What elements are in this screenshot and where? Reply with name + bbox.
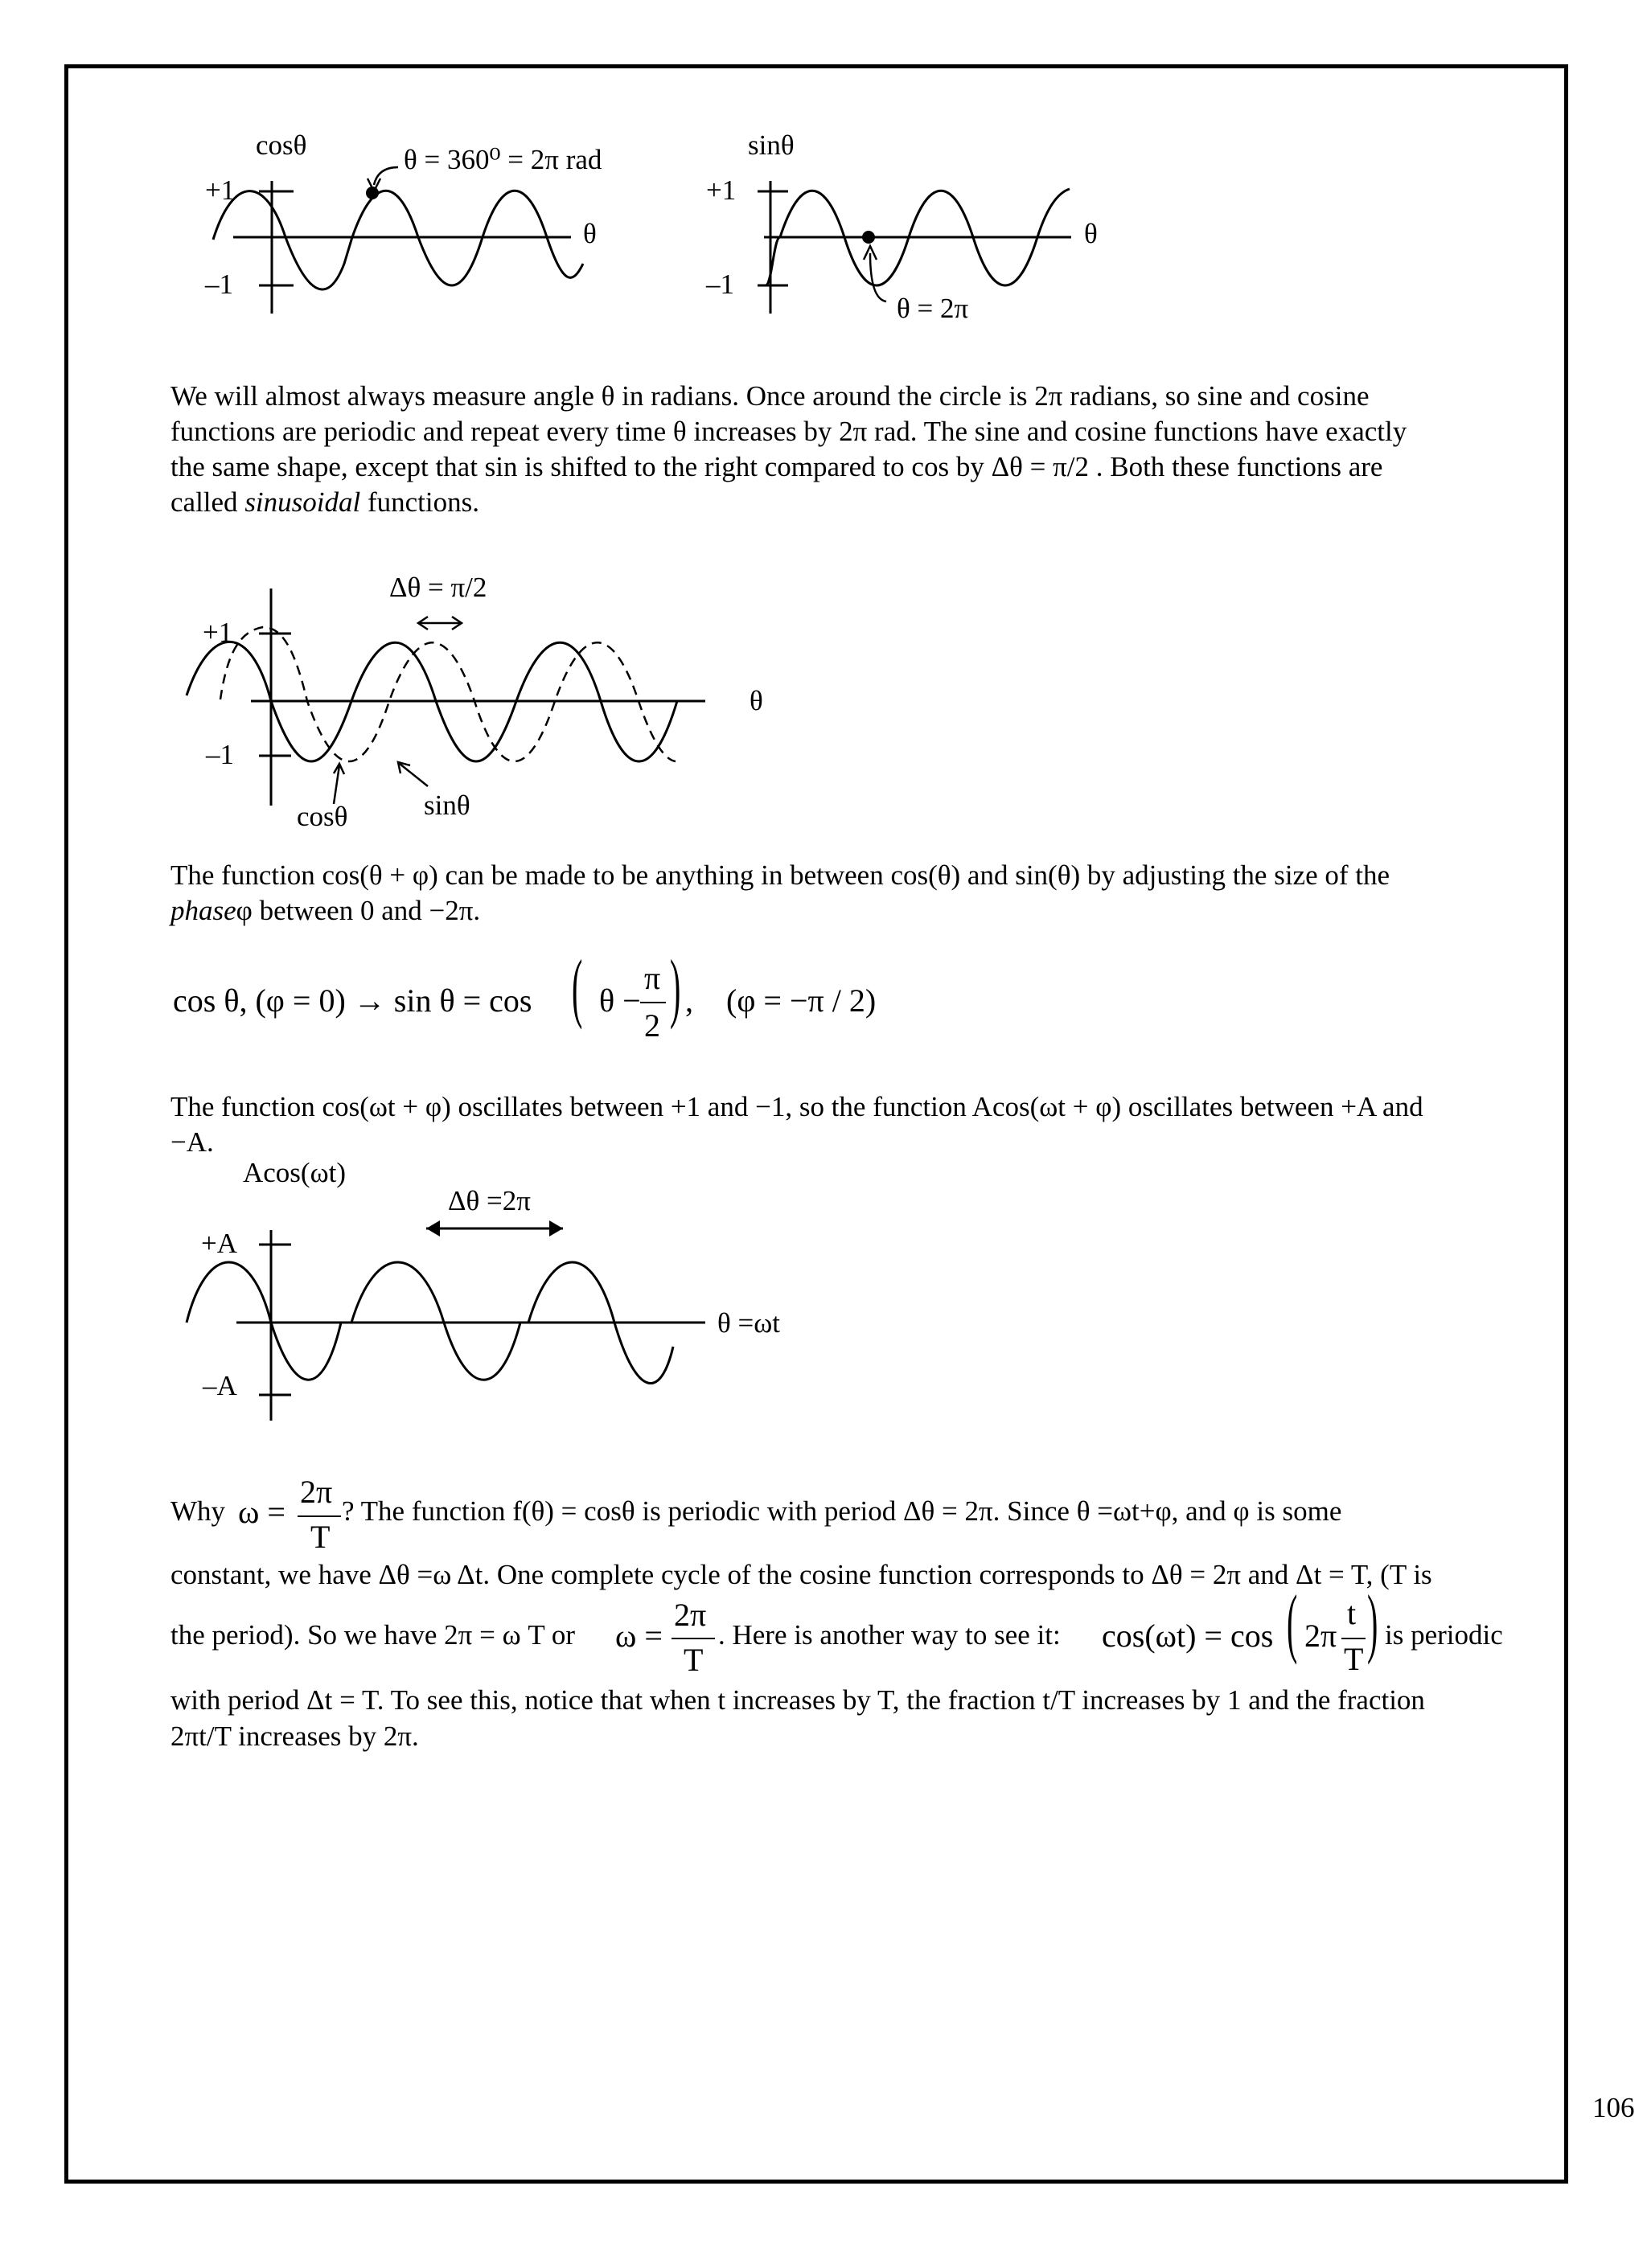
equation-left: cos θ, (φ = 0) → sin θ = cos — [173, 982, 532, 1019]
paragraph-line: the period). So we have 2π = ω T or — [170, 1619, 576, 1651]
minus-one-label: –1 — [206, 739, 234, 770]
fraction-bar — [672, 1638, 715, 1639]
right-paren: ) — [1367, 1578, 1378, 1666]
fraction-bar — [298, 1515, 341, 1517]
plus-a-label: +A — [201, 1228, 238, 1259]
paragraph-line-suffix: φ between 0 and −2π. — [236, 895, 481, 926]
theta-axis-label: θ — [1084, 218, 1098, 249]
phase-shift-graph — [170, 563, 814, 836]
graph-title: Acos(ωt) — [243, 1157, 347, 1188]
theta-axis-label: θ — [750, 685, 763, 716]
omega-frac-den: T — [684, 1642, 704, 1678]
omega-equals: ω = — [238, 1494, 285, 1530]
minus-one-label: –1 — [706, 269, 734, 300]
equation-frac-num: π — [644, 960, 661, 996]
equation-frac-den: 2 — [644, 1007, 660, 1044]
right-paren: ) — [670, 943, 681, 1031]
theta-axis-label: θ — [583, 218, 597, 249]
sin-curve-label: sinθ — [424, 789, 470, 821]
cosine-graph — [201, 121, 635, 338]
paragraph-line: with period Δt = T. To see this, notice that when t increases by T, the fraction t/T increases by 1 and the fraction — [170, 1684, 1425, 1716]
cos-curve-label: cosθ — [297, 801, 348, 832]
shift-label: Δθ = π/2 — [389, 572, 487, 603]
italic-term: sinusoidal — [244, 486, 361, 518]
paren-group — [1287, 1578, 1298, 1666]
minus-one-label: –1 — [205, 269, 233, 300]
paragraph-line: −A. — [170, 1126, 214, 1158]
equation-inner: θ − — [599, 982, 641, 1019]
sin-pointer — [400, 764, 428, 786]
cos-omega-expression: cos(ωt) = cos — [1102, 1618, 1274, 1654]
page-number: 106 — [1592, 2092, 1635, 2123]
minus-a-label: –A — [203, 1370, 237, 1401]
paragraph-line: constant, we have Δθ =ω Δt. One complete cycle of the cosine function corresponds to Δθ = 2π and Δt = T, (T is — [170, 1559, 1432, 1590]
sin-label: sinθ — [748, 129, 795, 161]
equation-paren-group — [670, 943, 681, 1031]
fraction-bar — [1341, 1638, 1366, 1639]
amplitude-graph — [170, 1157, 814, 1435]
paragraph-line: functions are periodic and repeat every time θ increases by 2π rad. The sine and cosine functions have exactly — [170, 416, 1407, 447]
omega-equals: ω = — [615, 1618, 663, 1654]
paragraph-line: ? The function f(θ) = cosθ is periodic with period Δθ = 2π. Since θ =ωt+φ, and φ is some — [342, 1495, 1342, 1527]
omega-frac-den: T — [310, 1519, 331, 1555]
why-text: Why — [170, 1495, 226, 1527]
sine-graph — [700, 121, 1118, 338]
paragraph-line: 2πt/T increases by 2π. — [170, 1720, 419, 1752]
plus-one-label: +1 — [205, 174, 236, 206]
two-pi: 2π — [1304, 1618, 1337, 1654]
omega-frac-num: 2π — [674, 1597, 707, 1633]
paragraph-line: is periodic — [1385, 1619, 1503, 1651]
t-frac-den: T — [1344, 1641, 1364, 1677]
annotation-text: θ = 360⁰ = 2π rad — [404, 144, 602, 175]
paragraph-line: We will almost always measure angle θ in radians. Once around the circle is 2π radians, so sine and cosine — [170, 380, 1370, 412]
annotation-arrow — [870, 253, 886, 301]
theta-axis-label: θ =ωt — [717, 1307, 781, 1339]
plus-one-label: +1 — [203, 617, 233, 648]
paragraph-line: The function cos(θ + φ) can be made to be anything in between cos(θ) and sin(θ) by adjusting the size of the — [170, 859, 1390, 891]
paragraph-line-prefix: called — [170, 486, 245, 518]
period-label: Δθ =2π — [448, 1185, 531, 1216]
paragraph-phase — [170, 858, 1522, 929]
left-paren: ( — [572, 943, 583, 1031]
paragraph-line: the same shape, except that sin is shifted to the right compared to cos by Δθ = π/2 . Both these functions are — [170, 451, 1383, 482]
paragraph-radians — [170, 379, 1522, 520]
marker-dot — [862, 231, 875, 244]
plus-one-label: +1 — [706, 174, 737, 206]
omega-frac-num: 2π — [300, 1474, 333, 1510]
t-frac-num: t — [1347, 1595, 1357, 1631]
left-paren: ( — [1287, 1578, 1298, 1666]
cos-label: cosθ — [256, 129, 307, 161]
paragraph-line: The function cos(ωt + φ) oscillates between +1 and −1, so the function Acos(ωt + φ) oscillates between +A and — [170, 1091, 1423, 1122]
paragraph-line-suffix: functions. — [360, 486, 479, 518]
equation-cos-sin — [173, 982, 532, 1019]
italic-term: phase — [170, 895, 236, 926]
equation-phase: (φ = −π / 2) — [726, 982, 877, 1019]
annotation-text: θ = 2π — [897, 293, 969, 324]
equation-paren-group — [572, 943, 583, 1031]
fraction-bar — [640, 1002, 666, 1003]
paren-group — [1367, 1578, 1378, 1666]
paragraph-amplitude — [170, 1089, 1522, 1160]
cosine-curve — [213, 191, 583, 289]
equation-comma: , — [685, 982, 693, 1019]
paragraph-line: . Here is another way to see it: — [718, 1619, 1061, 1651]
